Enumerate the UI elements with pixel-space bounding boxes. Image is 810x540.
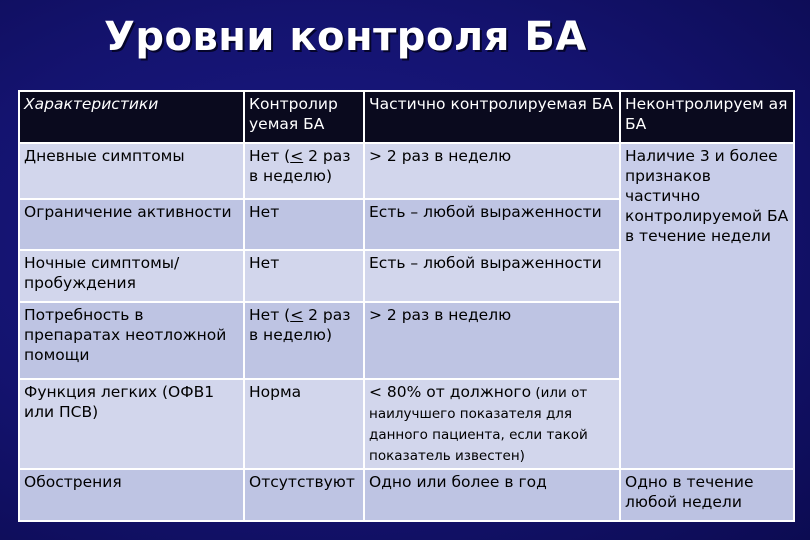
cell-controlled: Нет xyxy=(244,199,364,250)
cell-partial: > 2 раз в неделю xyxy=(364,143,620,199)
cell-controlled: Нет xyxy=(244,250,364,302)
cell-controlled: Нет (< 2 раз в неделю) xyxy=(244,302,364,379)
row-label: Потребность в препаратах неотложной помощи xyxy=(19,302,244,379)
header-characteristics: Характеристики xyxy=(19,91,244,143)
table-header-row xyxy=(19,91,794,143)
row-label: Ограничение активности xyxy=(19,199,244,250)
cell-controlled: Норма xyxy=(244,379,364,469)
asthma-control-table xyxy=(18,90,795,522)
header-uncontrolled: Неконтролируем ая БА xyxy=(620,91,794,143)
header-controlled: Контролир уемая БА xyxy=(244,91,364,143)
cell-uncontrolled: Одно в течение любой недели xyxy=(620,469,794,521)
cell-partial: Есть – любой выраженности xyxy=(364,199,620,250)
row-label: Обострения xyxy=(19,469,244,521)
cell-partial: < 80% от должного (или от наилучшего показателя для данного пациента, если такой показатель известен) xyxy=(364,379,620,469)
cell-partial: > 2 раз в неделю xyxy=(364,302,620,379)
cell-partial: Есть – любой выраженности xyxy=(364,250,620,302)
cell-controlled: Отсутствуют xyxy=(244,469,364,521)
row-label: Дневные симптомы xyxy=(19,143,244,199)
cell-partial: Одно или более в год xyxy=(364,469,620,521)
page-title: Уровни контроля БА xyxy=(104,14,587,60)
table-row xyxy=(19,143,794,199)
row-label: Функция легких (ОФВ1 или ПСВ) xyxy=(19,379,244,469)
row-label: Ночные симптомы/пробуждения xyxy=(19,250,244,302)
table-row xyxy=(19,469,794,521)
cell-uncontrolled-merged: Наличие 3 и более признаков частично контролируемой БА в течение недели xyxy=(620,143,794,469)
header-partial: Частично контролируемая БА xyxy=(364,91,620,143)
cell-controlled: Нет (< 2 раз в неделю) xyxy=(244,143,364,199)
